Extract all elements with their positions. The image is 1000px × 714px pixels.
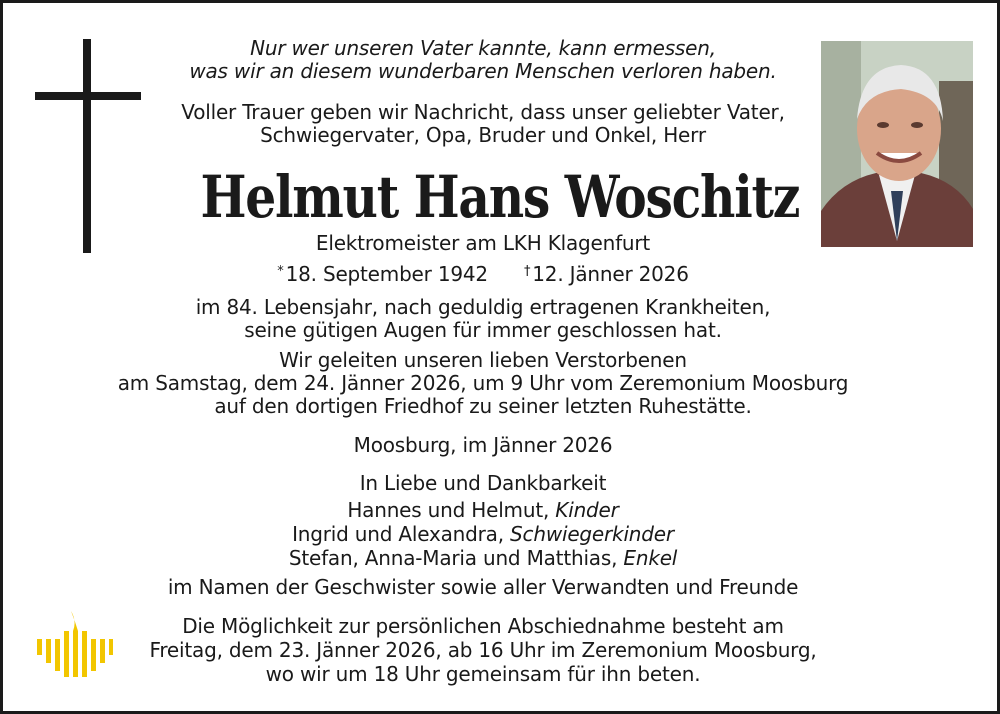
profession: Elektromeister am LKH Klagenfurt: [315, 231, 651, 255]
birth-date: 18. September 1942: [285, 262, 488, 286]
place-date: Moosburg, im Jänner 2026: [353, 433, 613, 457]
inlaws-names: Ingrid und Alexandra,: [292, 522, 504, 546]
quote-line-2: was wir an diesem wunderbaren Menschen verloren haben.: [189, 59, 777, 83]
grandchildren-names: Stefan, Anna-Maria und Matthias,: [288, 546, 618, 570]
deceased-name: Helmut Hans Woschitz: [200, 163, 800, 231]
farewell-line-2: Freitag, dem 23. Jänner 2026, ab 16 Uhr im Zeremonium Moosburg,: [149, 638, 817, 662]
farewell-line-1: Die Möglichkeit zur persönlichen Abschiednahme besteht am: [182, 614, 784, 638]
birth-symbol: *: [277, 264, 284, 279]
family-others: im Namen der Geschwister sowie aller Verwandten und Freunde: [167, 575, 799, 599]
funeral-line-1: Wir geleiten unseren lieben Verstorbenen: [279, 348, 687, 372]
family-inlaws: [0, 522, 983, 546]
grandchildren-role: Enkel: [623, 546, 678, 570]
funeral-line-3: auf den dortigen Friedhof zu seiner letzten Ruhestätte.: [214, 394, 752, 418]
funeral-line-2: am Samstag, dem 24. Jänner 2026, um 9 Uhr vom Zeremonium Moosburg: [117, 371, 849, 395]
children-role: Kinder: [555, 498, 619, 522]
family-children: [0, 498, 983, 522]
inlaws-role: Schwiegerkinder: [510, 522, 674, 546]
quote-line-1: Nur wer unseren Vater kannte, kann ermessen,: [250, 36, 716, 60]
intro-line-2: Schwiegervater, Opa, Bruder und Onkel, Herr: [260, 123, 706, 147]
candle-logo-icon: [33, 611, 113, 679]
children-names: Hannes und Helmut,: [347, 498, 550, 522]
death-symbol: †: [523, 264, 531, 279]
intro-line-1: Voller Trauer geben wir Nachricht, dass unser geliebter Vater,: [181, 100, 785, 124]
farewell-line-3: wo wir um 18 Uhr gemeinsam für ihn beten.: [265, 662, 701, 686]
passing-line-1: im 84. Lebensjahr, nach geduldig ertragenen Krankheiten,: [195, 295, 771, 319]
family-grandchildren: [0, 546, 983, 570]
passing-line-2: seine gütigen Augen für immer geschlossen hat.: [244, 318, 722, 342]
death-date: 12. Jänner 2026: [532, 262, 689, 286]
life-dates: [0, 260, 983, 286]
family-intro: In Liebe und Dankbarkeit: [359, 471, 607, 495]
